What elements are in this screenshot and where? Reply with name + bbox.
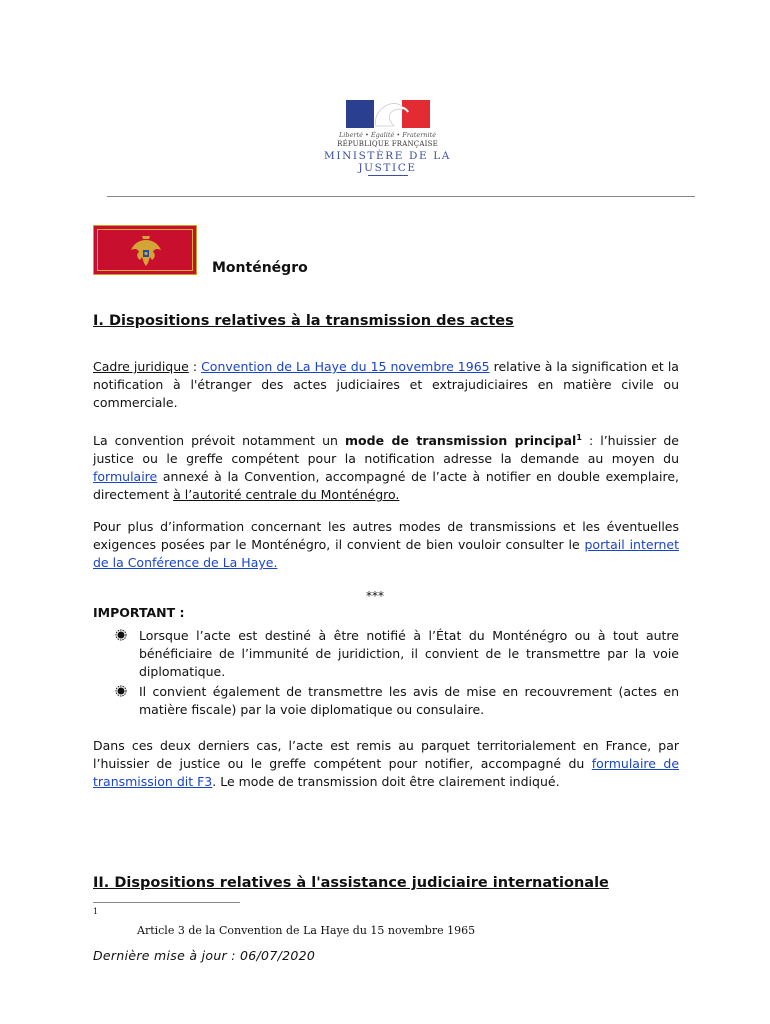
more-info-paragraph: Pour plus d’information concernant les autres modes de transmissions et les éventuelles exigences posées par le Monténégro, il convient de bien vouloir consulter le portail internet de la Conférence de La Haye. (93, 519, 680, 570)
footnote-ref: 1 (576, 433, 582, 442)
section-1-title: I. Dispositions relatives à la transmission des actes (93, 313, 514, 329)
legal-framework-paragraph: Cadre juridique : Convention de La Haye du 15 novembre 1965 relative à la signification et la notification à l'étranger des actes judiciaires et extrajudiciaires en matière civile ou commerciale. (93, 359, 679, 410)
section-2-title: II. Dispositions relatives à l'assistance judiciaire internationale (93, 875, 609, 891)
footnote-text: Article 3 de la Convention de La Haye du 15 novembre 1965 (137, 924, 476, 937)
bullet-icon (115, 685, 127, 697)
bullet-item-diplomatic: Lorsque l’acte est destiné à être notifié à l’État du Monténégro ou à tout autre bénéficiaire de l’immunité de juridiction, il convient de le transmettre par la voie diplomatique. (139, 628, 679, 679)
important-label: IMPORTANT : (93, 605, 185, 620)
hague-portal-link[interactable]: portail internet de la Conférence de La Haye. (93, 537, 680, 570)
ministry-logo (305, 100, 470, 174)
montenegro-flag-icon (93, 225, 197, 275)
bullet-item-fiscal: Il convient également de transmettre les avis de mise en recouvrement (actes en matière fiscale) par la voie diplomatique ou consulaire. (139, 684, 679, 717)
hague-convention-link[interactable]: Convention de La Haye du 15 novembre 1965 (201, 359, 490, 374)
last-cases-paragraph: Dans ces deux derniers cas, l’acte est remis au parquet territorialement en France, par l’huissier de justice ou le greffe compétent pour notifier, accompagné du formulaire de transmission dit F3. Le mode de transmission doit être clairement indiqué. (93, 738, 680, 789)
country-name: Monténégro (212, 260, 308, 276)
transmission-mode-paragraph: La convention prévoit notamment un mode de transmission principal$^1$ : l’huissier de justice ou le greffe compétent pour la notification adresse la demande au moyen du formulaire annexé à la Convention, accompagné de l’acte à notifier en double exemplaire, directement à l’autorité centrale du Monténégro. (93, 433, 679, 503)
bullet-icon (115, 629, 127, 641)
logo-motto: Liberté • Égalité • Fraternité (338, 131, 437, 139)
header-divider (107, 196, 695, 197)
transmission-mode-bold: mode de transmission principal (345, 433, 577, 449)
central-authority-text: à l’autorité centrale du Monténégro. (173, 487, 400, 503)
separator-stars: *** (366, 589, 384, 603)
logo-divider (368, 175, 408, 176)
footnote-number: 1 (93, 907, 99, 916)
logo-ministry: MINISTÈRE DE LA JUSTICE (324, 150, 451, 174)
marianne-logo-icon (346, 100, 430, 128)
legal-framework-label: Cadre juridique (93, 359, 189, 374)
last-update: Dernière mise à jour : 06/07/2020 (93, 948, 316, 963)
formulaire-link[interactable]: formulaire (93, 469, 158, 485)
footnote-divider (93, 902, 240, 903)
coat-of-arms-icon (130, 233, 162, 269)
f3-form-link[interactable]: formulaire de transmission dit F3 (93, 756, 680, 789)
logo-republic: RÉPUBLIQUE FRANÇAISE (337, 140, 438, 148)
